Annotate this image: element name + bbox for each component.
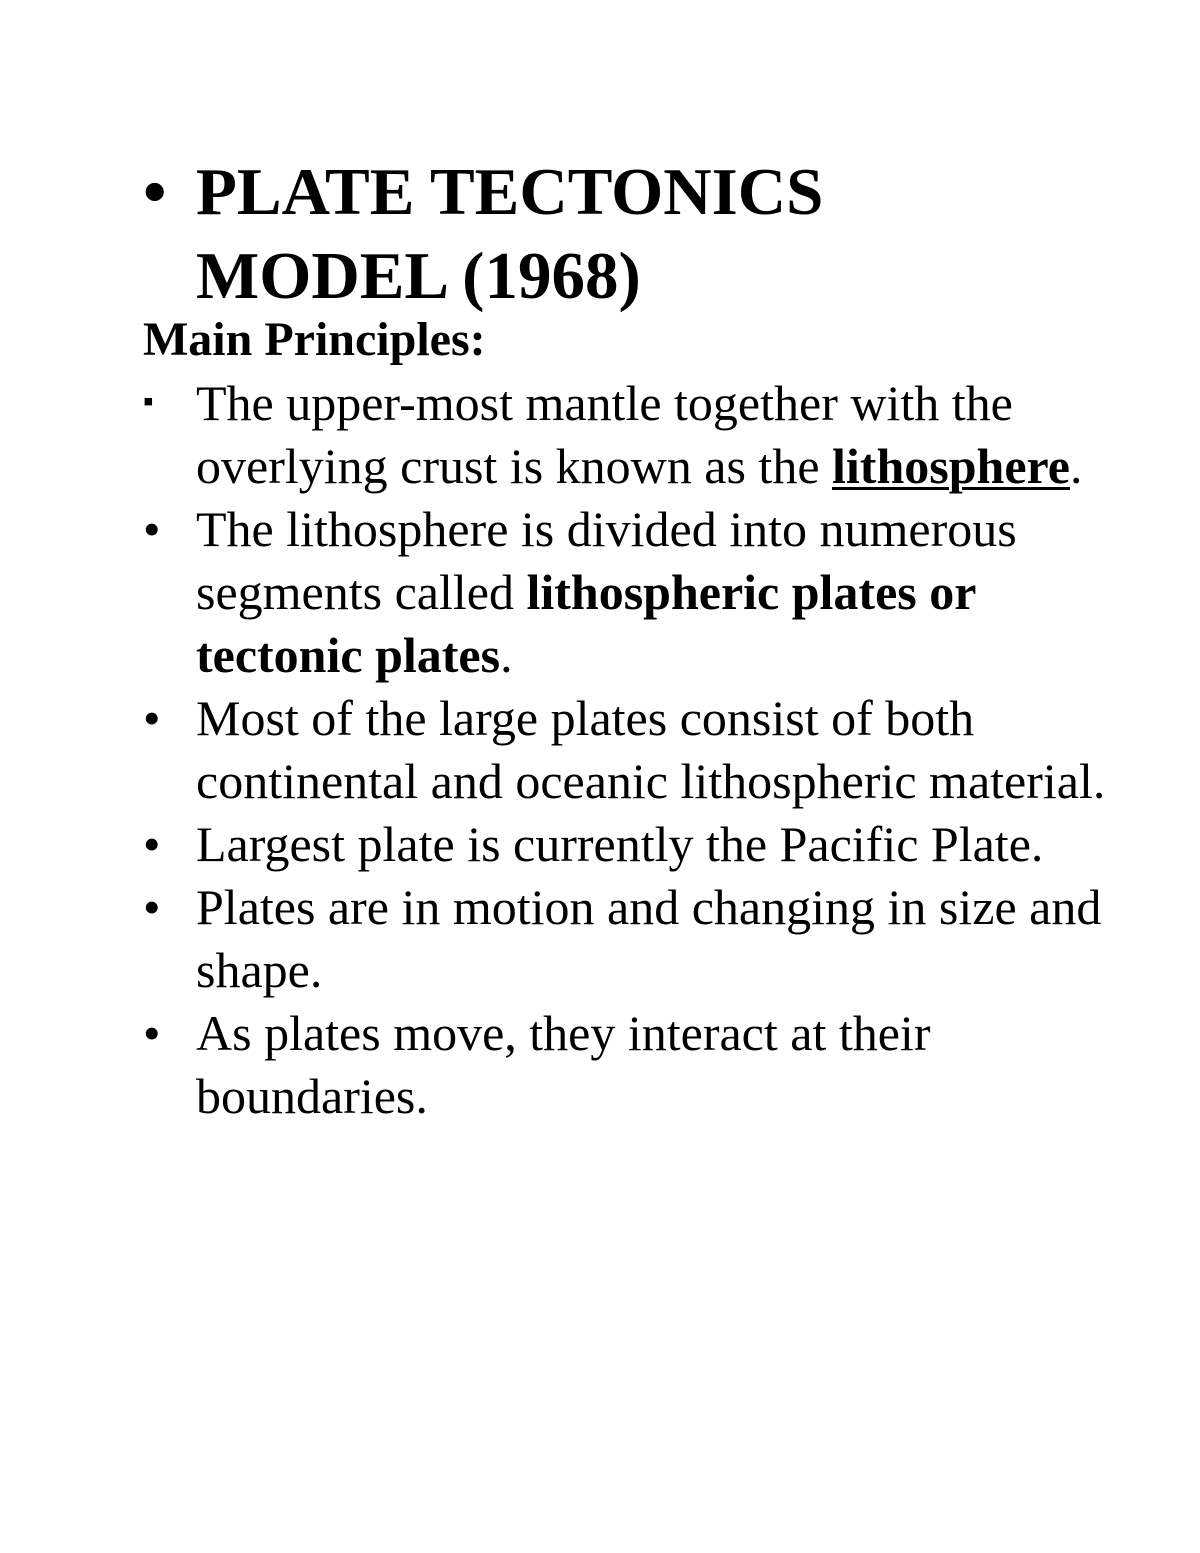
- square-bullet-icon: ▪: [143, 385, 154, 418]
- list-item: [143, 372, 1143, 498]
- heading-line-1: PLATE TECTONICS: [196, 155, 824, 229]
- item-text: Plates are in motion and changing in size and shape.: [196, 879, 1102, 998]
- document-heading: [143, 150, 1123, 318]
- item-text: The lithosphere is divided into numerous segments called: [196, 501, 1017, 620]
- bullet-icon: •: [143, 816, 161, 872]
- item-emphasis-term: lithospheric plates or tectonic plates: [196, 564, 976, 683]
- section-subheading: Main Principles:: [143, 313, 486, 366]
- item-emphasis-term: lithosphere: [832, 438, 1071, 494]
- item-text-end: .: [1070, 438, 1083, 494]
- principles-list: [143, 372, 1143, 1128]
- list-item: [143, 1002, 1143, 1128]
- list-item: [143, 498, 1143, 687]
- item-text-end: .: [500, 627, 513, 683]
- item-text: Most of the large plates consist of both continental and oceanic lithospheric material.: [196, 690, 1106, 809]
- item-text: Largest plate is currently the Pacific Plate.: [196, 816, 1044, 872]
- list-item: [143, 687, 1143, 813]
- item-text: As plates move, they interact at their boundaries.: [196, 1005, 931, 1124]
- bullet-icon: •: [143, 690, 161, 746]
- heading-line-2: MODEL (1968): [196, 239, 641, 313]
- item-text: The upper-most mantle together with the overlying crust is known as the: [196, 375, 1013, 494]
- heading-bullet: •: [143, 155, 167, 229]
- list-item: [143, 813, 1143, 876]
- bullet-icon: •: [143, 501, 161, 557]
- bullet-icon: •: [143, 879, 161, 935]
- list-item: [143, 876, 1143, 1002]
- bullet-icon: •: [143, 1005, 161, 1061]
